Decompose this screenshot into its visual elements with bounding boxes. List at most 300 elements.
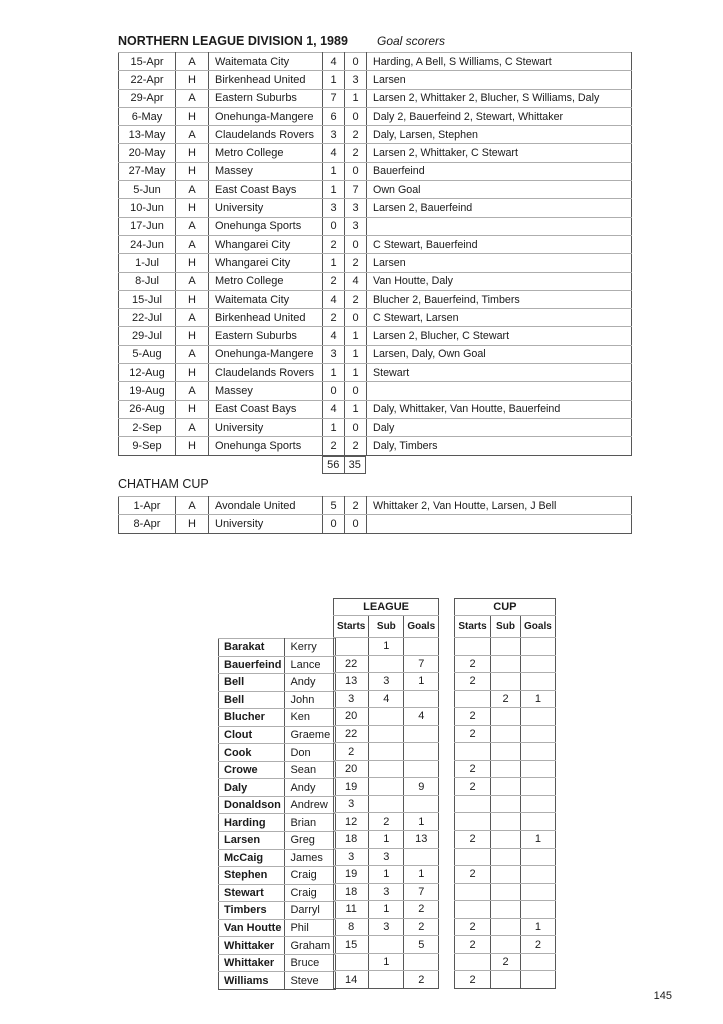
match-scorers: Daly 2, Bauerfeind 2, Stewart, Whittaker	[367, 107, 632, 125]
player-cup-stats-row	[455, 848, 556, 866]
match-row	[119, 418, 632, 436]
league-starts: 3	[334, 795, 369, 813]
league-stats-header	[334, 599, 439, 638]
league-sub	[369, 971, 404, 989]
match-goals-against: 1	[345, 327, 367, 345]
cup-goals	[521, 866, 556, 884]
match-goals-against: 3	[345, 217, 367, 235]
player-row	[219, 867, 336, 885]
player-cup-stats-row	[455, 673, 556, 691]
match-venue: H	[176, 400, 209, 418]
match-date: 2-Sep	[119, 418, 176, 436]
player-league-stats-row	[334, 918, 439, 936]
match-opponent: Eastern Suburbs	[209, 89, 323, 107]
cup-goals	[521, 743, 556, 761]
player-surname: Bauerfeind	[219, 656, 285, 674]
player-surname: Whittaker	[219, 954, 285, 972]
league-goals: 1	[404, 673, 439, 691]
player-first-name: Graeme	[285, 726, 336, 744]
player-league-stats-row	[334, 690, 439, 708]
league-goals: 2	[404, 971, 439, 989]
player-surname: Barakat	[219, 639, 285, 657]
match-goals-against: 1	[345, 364, 367, 382]
player-cup-stats-row	[455, 953, 556, 971]
match-row	[119, 497, 632, 515]
match-row	[119, 400, 632, 418]
player-first-name: Kerry	[285, 639, 336, 657]
cup-starts	[455, 848, 491, 866]
cup-goals	[521, 848, 556, 866]
player-names-table	[218, 638, 336, 990]
league-starts	[334, 638, 369, 656]
player-first-name: John	[285, 691, 336, 709]
league-goals: 9	[404, 778, 439, 796]
match-goals-against: 2	[345, 254, 367, 272]
league-starts: 19	[334, 778, 369, 796]
league-goals	[404, 638, 439, 656]
player-row	[219, 709, 336, 727]
league-stats-columns-row	[334, 616, 439, 638]
player-row	[219, 796, 336, 814]
league-sub: 1	[369, 866, 404, 884]
player-surname: Clout	[219, 726, 285, 744]
match-date: 13-May	[119, 126, 176, 144]
league-sub	[369, 743, 404, 761]
player-surname: Stewart	[219, 884, 285, 902]
league-sub: 3	[369, 918, 404, 936]
player-first-name: Andy	[285, 674, 336, 692]
match-goals-for: 4	[323, 400, 345, 418]
cup-starts: 2	[455, 708, 491, 726]
league-starts: 18	[334, 831, 369, 849]
league-sub	[369, 708, 404, 726]
cup-sub	[491, 673, 521, 691]
player-league-stats-row	[334, 795, 439, 813]
match-scorers: Bauerfeind	[367, 162, 632, 180]
match-row	[119, 254, 632, 272]
cup-sub	[491, 848, 521, 866]
cup-goals	[521, 673, 556, 691]
player-cup-stats-row	[455, 655, 556, 673]
match-date: 15-Apr	[119, 53, 176, 71]
cup-goals: 1	[521, 690, 556, 708]
match-opponent: Waitemata City	[209, 290, 323, 308]
cup-starts: 2	[455, 936, 491, 954]
match-goals-against: 1	[345, 345, 367, 363]
player-surname: Donaldson	[219, 796, 285, 814]
match-opponent: Waitemata City	[209, 53, 323, 71]
league-goals: 7	[404, 883, 439, 901]
league-starts: 20	[334, 708, 369, 726]
cup-stats-body	[455, 638, 556, 989]
league-goals: 1	[404, 813, 439, 831]
match-row	[119, 89, 632, 107]
cup-stats-table	[454, 598, 556, 989]
cup-goals	[521, 953, 556, 971]
match-venue: H	[176, 290, 209, 308]
match-row	[119, 235, 632, 253]
cup-sub: 2	[491, 690, 521, 708]
match-date: 1-Jul	[119, 254, 176, 272]
match-row	[119, 162, 632, 180]
match-row	[119, 290, 632, 308]
player-league-stats-row	[334, 638, 439, 656]
match-venue: H	[176, 327, 209, 345]
player-cup-stats-row	[455, 813, 556, 831]
match-goals-for: 3	[323, 199, 345, 217]
player-first-name: Ken	[285, 709, 336, 727]
match-goals-for: 4	[323, 144, 345, 162]
player-first-name: Craig	[285, 867, 336, 885]
col-header-starts: Starts	[455, 616, 491, 638]
league-sub: 2	[369, 813, 404, 831]
col-header-sub: Sub	[491, 616, 521, 638]
match-row	[119, 217, 632, 235]
league-goals: 2	[404, 901, 439, 919]
match-opponent: Claudelands Rovers	[209, 126, 323, 144]
match-venue: H	[176, 107, 209, 125]
player-cup-stats-row	[455, 760, 556, 778]
player-first-name: Andy	[285, 779, 336, 797]
league-starts: 11	[334, 901, 369, 919]
cup-goals	[521, 655, 556, 673]
cup-starts: 2	[455, 778, 491, 796]
league-sub: 1	[369, 953, 404, 971]
player-cup-stats-row	[455, 690, 556, 708]
match-venue: A	[176, 382, 209, 400]
match-goals-against: 2	[345, 126, 367, 144]
match-opponent: Birkenhead United	[209, 71, 323, 89]
player-cup-stats-row	[455, 918, 556, 936]
match-row	[119, 272, 632, 290]
league-goals: 13	[404, 831, 439, 849]
match-row	[119, 71, 632, 89]
match-scorers	[367, 382, 632, 400]
player-row	[219, 849, 336, 867]
player-cup-stats-row	[455, 708, 556, 726]
match-date: 17-Jun	[119, 217, 176, 235]
player-row	[219, 744, 336, 762]
match-opponent: Onehunga Sports	[209, 217, 323, 235]
league-sub	[369, 795, 404, 813]
match-venue: H	[176, 144, 209, 162]
league-goals	[404, 953, 439, 971]
player-surname: Cook	[219, 744, 285, 762]
cup-starts: 2	[455, 725, 491, 743]
match-date: 10-Jun	[119, 199, 176, 217]
league-sub	[369, 655, 404, 673]
league-starts: 22	[334, 725, 369, 743]
player-cup-stats-row	[455, 936, 556, 954]
cup-stats-columns-row	[455, 616, 556, 638]
cup-starts	[455, 901, 491, 919]
league-goals	[404, 795, 439, 813]
match-opponent: East Coast Bays	[209, 400, 323, 418]
league-goals	[404, 743, 439, 761]
player-row	[219, 902, 336, 920]
match-date: 6-May	[119, 107, 176, 125]
total-goals-against: 35	[348, 458, 361, 471]
match-venue: A	[176, 418, 209, 436]
cup-starts: 2	[455, 866, 491, 884]
match-goals-for: 2	[323, 272, 345, 290]
match-scorers: Daly, Timbers	[367, 437, 632, 455]
player-first-name: Graham	[285, 937, 336, 955]
col-header-goals: Goals	[404, 616, 439, 638]
player-row	[219, 954, 336, 972]
player-row	[219, 884, 336, 902]
league-goals: 5	[404, 936, 439, 954]
player-row	[219, 919, 336, 937]
cup-starts: 2	[455, 673, 491, 691]
match-date: 29-Apr	[119, 89, 176, 107]
col-header-goals: Goals	[521, 616, 556, 638]
league-starts	[334, 953, 369, 971]
player-row	[219, 656, 336, 674]
match-goals-against: 0	[345, 162, 367, 180]
match-row	[119, 515, 632, 533]
match-date: 22-Jul	[119, 309, 176, 327]
match-goals-for: 2	[323, 309, 345, 327]
match-goals-against: 0	[345, 515, 367, 533]
player-cup-stats-row	[455, 831, 556, 849]
league-goals	[404, 848, 439, 866]
league-sub: 3	[369, 848, 404, 866]
match-scorers: Whittaker 2, Van Houtte, Larsen, J Bell	[367, 497, 632, 515]
cup-results-table	[118, 496, 632, 534]
cup-starts: 2	[455, 655, 491, 673]
player-surname: Larsen	[219, 832, 285, 850]
cup-sub	[491, 866, 521, 884]
player-league-stats-row	[334, 848, 439, 866]
cup-goals	[521, 778, 556, 796]
cup-goals	[521, 971, 556, 989]
player-cup-stats-row	[455, 778, 556, 796]
player-first-name: Phil	[285, 919, 336, 937]
match-goals-against: 0	[345, 235, 367, 253]
match-goals-for: 0	[323, 382, 345, 400]
cup-goals	[521, 901, 556, 919]
player-first-name: Lance	[285, 656, 336, 674]
match-venue: H	[176, 71, 209, 89]
cup-sub	[491, 831, 521, 849]
cup-goals	[521, 813, 556, 831]
match-goals-for: 1	[323, 71, 345, 89]
match-row	[119, 345, 632, 363]
league-starts: 3	[334, 848, 369, 866]
cup-sub	[491, 813, 521, 831]
match-row	[119, 181, 632, 199]
match-row	[119, 382, 632, 400]
match-venue: A	[176, 217, 209, 235]
league-sub	[369, 936, 404, 954]
match-goals-against: 0	[345, 382, 367, 400]
match-goals-against: 0	[345, 418, 367, 436]
match-date: 26-Aug	[119, 400, 176, 418]
match-row	[119, 199, 632, 217]
match-opponent: Onehunga Sports	[209, 437, 323, 455]
league-starts: 2	[334, 743, 369, 761]
player-surname: Bell	[219, 674, 285, 692]
league-goals: 2	[404, 918, 439, 936]
match-opponent: University	[209, 418, 323, 436]
player-surname: Whittaker	[219, 937, 285, 955]
cup-starts	[455, 795, 491, 813]
cup-goals	[521, 760, 556, 778]
match-venue: H	[176, 254, 209, 272]
player-league-stats-row	[334, 673, 439, 691]
match-row	[119, 53, 632, 71]
player-row	[219, 972, 336, 990]
cup-sub	[491, 936, 521, 954]
player-league-stats-row	[334, 953, 439, 971]
match-goals-against: 7	[345, 181, 367, 199]
match-venue: A	[176, 272, 209, 290]
match-row	[119, 364, 632, 382]
match-goals-against: 1	[345, 89, 367, 107]
player-surname: McCaig	[219, 849, 285, 867]
match-scorers: Blucher 2, Bauerfeind, Timbers	[367, 290, 632, 308]
col-header-sub: Sub	[369, 616, 404, 638]
match-date: 1-Apr	[119, 497, 176, 515]
league-stats-title: LEAGUE	[334, 599, 439, 616]
cup-sub	[491, 971, 521, 989]
match-scorers: Harding, A Bell, S Williams, C Stewart	[367, 53, 632, 71]
match-goals-against: 0	[345, 309, 367, 327]
league-starts: 12	[334, 813, 369, 831]
player-league-stats-row	[334, 936, 439, 954]
match-scorers: Larsen 2, Whittaker 2, Blucher, S Williams, Daly	[367, 89, 632, 107]
match-opponent: University	[209, 515, 323, 533]
match-scorers: Larsen 2, Whittaker, C Stewart	[367, 144, 632, 162]
match-venue: A	[176, 89, 209, 107]
match-scorers: Daly, Whittaker, Van Houtte, Bauerfeind	[367, 400, 632, 418]
player-first-name: James	[285, 849, 336, 867]
player-surname: Timbers	[219, 902, 285, 920]
league-starts: 22	[334, 655, 369, 673]
cup-sub: 2	[491, 953, 521, 971]
player-row	[219, 726, 336, 744]
match-scorers: Stewart	[367, 364, 632, 382]
league-starts: 18	[334, 883, 369, 901]
match-goals-against: 3	[345, 71, 367, 89]
match-goals-for: 1	[323, 364, 345, 382]
match-scorers	[367, 515, 632, 533]
cup-sub	[491, 743, 521, 761]
match-venue: H	[176, 437, 209, 455]
player-cup-stats-row	[455, 725, 556, 743]
match-date: 8-Jul	[119, 272, 176, 290]
match-date: 5-Jun	[119, 181, 176, 199]
match-scorers: Own Goal	[367, 181, 632, 199]
match-goals-for: 1	[323, 162, 345, 180]
cup-starts	[455, 638, 491, 656]
match-goals-for: 3	[323, 345, 345, 363]
league-sub	[369, 725, 404, 743]
match-opponent: Whangarei City	[209, 254, 323, 272]
cup-starts	[455, 953, 491, 971]
league-title: NORTHERN LEAGUE DIVISION 1, 1989	[118, 34, 348, 48]
league-results-table	[118, 52, 632, 456]
cup-goals	[521, 725, 556, 743]
match-opponent: Metro College	[209, 272, 323, 290]
match-scorers	[367, 217, 632, 235]
cup-stats-title-row	[455, 599, 556, 616]
match-scorers: Larsen, Daly, Own Goal	[367, 345, 632, 363]
player-row	[219, 937, 336, 955]
player-surname: Crowe	[219, 761, 285, 779]
cup-starts	[455, 883, 491, 901]
player-cup-stats-row	[455, 971, 556, 989]
match-scorers: C Stewart, Larsen	[367, 309, 632, 327]
player-cup-stats-row	[455, 901, 556, 919]
cup-sub	[491, 778, 521, 796]
player-league-stats-row	[334, 760, 439, 778]
player-row	[219, 761, 336, 779]
league-sub	[369, 760, 404, 778]
match-scorers: Larsen	[367, 71, 632, 89]
cup-sub	[491, 918, 521, 936]
cup-sub	[491, 901, 521, 919]
match-venue: A	[176, 53, 209, 71]
player-row	[219, 674, 336, 692]
match-opponent: Birkenhead United	[209, 309, 323, 327]
player-cup-stats-row	[455, 638, 556, 656]
player-first-name: Greg	[285, 832, 336, 850]
player-league-stats-row	[334, 866, 439, 884]
league-goals: 1	[404, 866, 439, 884]
match-date: 5-Aug	[119, 345, 176, 363]
match-venue: A	[176, 309, 209, 327]
match-opponent: Massey	[209, 162, 323, 180]
league-sub: 4	[369, 690, 404, 708]
league-starts: 8	[334, 918, 369, 936]
match-date: 8-Apr	[119, 515, 176, 533]
cup-starts: 2	[455, 971, 491, 989]
match-goals-for: 1	[323, 254, 345, 272]
league-sub: 1	[369, 901, 404, 919]
cup-starts	[455, 690, 491, 708]
match-date: 22-Apr	[119, 71, 176, 89]
match-venue: A	[176, 126, 209, 144]
match-row	[119, 144, 632, 162]
league-sub: 3	[369, 883, 404, 901]
goal-scorers-heading: Goal scorers	[377, 34, 446, 48]
cup-starts	[455, 743, 491, 761]
match-opponent: Eastern Suburbs	[209, 327, 323, 345]
player-row	[219, 814, 336, 832]
cup-goals: 1	[521, 831, 556, 849]
match-goals-for: 6	[323, 107, 345, 125]
match-scorers: Van Houtte, Daly	[367, 272, 632, 290]
cup-sub	[491, 725, 521, 743]
match-row	[119, 437, 632, 455]
match-goals-for: 0	[323, 217, 345, 235]
match-goals-for: 4	[323, 53, 345, 71]
match-goals-for: 3	[323, 126, 345, 144]
player-first-name: Darryl	[285, 902, 336, 920]
league-goals: 7	[404, 655, 439, 673]
player-first-name: Don	[285, 744, 336, 762]
cup-sub	[491, 708, 521, 726]
player-league-stats-row	[334, 725, 439, 743]
match-opponent: University	[209, 199, 323, 217]
league-goals	[404, 760, 439, 778]
match-date: 12-Aug	[119, 364, 176, 382]
cup-goals: 2	[521, 936, 556, 954]
cup-sub	[491, 883, 521, 901]
cup-goals	[521, 638, 556, 656]
